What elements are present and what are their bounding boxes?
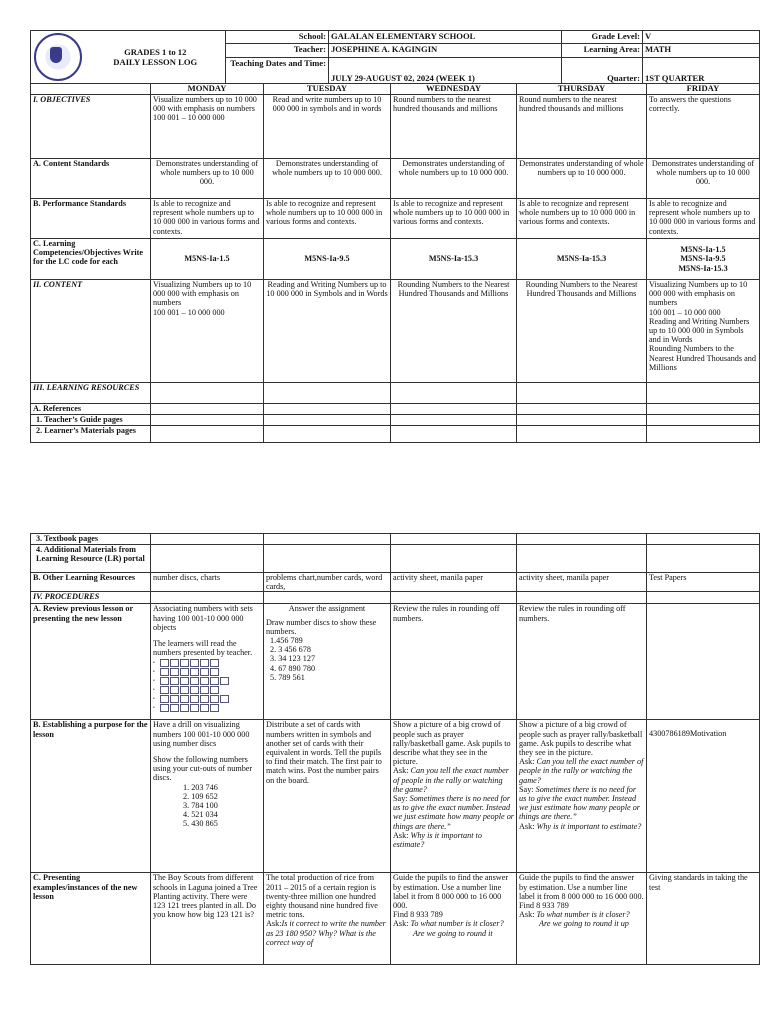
number-disc bbox=[210, 668, 219, 676]
cell-tuesday: M5NS-Ia-9.5 bbox=[264, 239, 391, 280]
purpose-thu-say: Sometimes there is no need for us to give the exact number. Instead we just estimate how many people or things are there.” bbox=[519, 784, 640, 822]
day-thursday: THURSDAY bbox=[517, 84, 647, 95]
cell-tuesday bbox=[264, 534, 391, 545]
cell-tuesday bbox=[264, 404, 391, 415]
school-value: GALALAN ELEMENTARY SCHOOL bbox=[329, 31, 562, 44]
grade-value: V bbox=[643, 31, 760, 44]
area-label: Learning Area: bbox=[562, 44, 643, 57]
cell-thursday bbox=[517, 415, 647, 426]
cell-thursday bbox=[517, 426, 647, 443]
header-table bbox=[30, 30, 760, 84]
number-disc bbox=[180, 659, 189, 667]
number-disc bbox=[170, 659, 179, 667]
number-disc bbox=[170, 677, 179, 685]
number-disc bbox=[170, 695, 179, 703]
review-wednesday: Review the rules in rounding off numbers. bbox=[391, 604, 517, 720]
purpose-mon-list bbox=[153, 783, 261, 829]
row-label: I. OBJECTIVES bbox=[31, 95, 151, 159]
presenting-monday: The Boy Scouts from different schools in Laguna joined a Tree Planting activity. There were 123 121 trees planted in all. Do you know how big 123 121 is? bbox=[151, 873, 264, 965]
cell-monday bbox=[151, 534, 264, 545]
lesson-table-2 bbox=[30, 533, 760, 965]
cell-friday: Demonstrates understanding of whole numbers up to 10 000 000. bbox=[647, 159, 760, 199]
purpose-thu-ask1-label: Ask: bbox=[519, 757, 537, 767]
row-label-review: A. Review previous lesson or presenting the new lesson bbox=[31, 604, 151, 720]
number-disc bbox=[160, 659, 169, 667]
purpose-mon-text1: Have a drill on visualizing numbers 100 001-10 000 000 using number discs bbox=[153, 720, 250, 748]
number-disc bbox=[210, 659, 219, 667]
review-monday bbox=[151, 604, 264, 720]
row-label: 4. Additional Materials from Learning Resource (LR) portal bbox=[31, 545, 151, 573]
number-disc bbox=[220, 695, 229, 703]
list-item: 5. 789 561 bbox=[270, 672, 305, 682]
presenting-row bbox=[31, 873, 760, 965]
lesson-row bbox=[31, 159, 760, 199]
presenting-tue-ask-label: Ask: bbox=[266, 919, 282, 929]
number-disc bbox=[200, 677, 209, 685]
presenting-wed-ask: To what number is it closer? bbox=[410, 919, 504, 929]
review-tuesday bbox=[264, 604, 391, 720]
list-item: 1. 203 746 bbox=[183, 782, 218, 792]
presenting-wed-more: Are we going to round it bbox=[413, 928, 493, 938]
row-label: IV. PROCEDURES bbox=[31, 592, 151, 604]
cell-monday: M5NS-Ia-1.5 bbox=[151, 239, 264, 280]
row-label: C. Learning Competencies/Objectives Write for the LC code for each bbox=[31, 239, 151, 280]
lesson-row bbox=[31, 415, 760, 426]
cell-tuesday bbox=[264, 592, 391, 604]
cell-monday bbox=[151, 404, 264, 415]
cell-wednesday: activity sheet, manila paper bbox=[391, 573, 517, 592]
number-disc bbox=[210, 677, 219, 685]
row-label: 3. Textbook pages bbox=[31, 534, 151, 545]
lesson-table-1 bbox=[30, 83, 760, 443]
list-item: 3. 34 123 127 bbox=[270, 654, 316, 664]
review-row bbox=[31, 604, 760, 720]
review-friday bbox=[647, 604, 760, 720]
lesson-row bbox=[31, 199, 760, 239]
presenting-wednesday bbox=[391, 873, 517, 965]
number-disc bbox=[210, 704, 219, 712]
cell-wednesday bbox=[391, 545, 517, 573]
number-disc bbox=[220, 677, 229, 685]
cell-friday bbox=[647, 534, 760, 545]
purpose-wed-ask2-label: Ask: bbox=[393, 830, 411, 840]
cell-monday bbox=[151, 415, 264, 426]
purpose-mon-text2: Show the following numbers using your cut-outs of number discs. bbox=[153, 755, 253, 783]
purpose-wed-say-label: Say: bbox=[393, 794, 410, 804]
cell-friday bbox=[647, 383, 760, 404]
cell-monday: Is able to recognize and represent whole numbers up to 10 000 000 in various forms and contexts. bbox=[151, 199, 264, 239]
number-disc bbox=[180, 704, 189, 712]
quarter-label: Quarter: bbox=[562, 57, 643, 84]
row-label-presenting: C. Presenting examples/instances of the new lesson bbox=[31, 873, 151, 965]
cell-wednesday bbox=[391, 534, 517, 545]
number-disc bbox=[160, 677, 169, 685]
cell-wednesday bbox=[391, 383, 517, 404]
number-disc bbox=[190, 659, 199, 667]
review-tue-list bbox=[266, 636, 388, 682]
presenting-wed-ask-label: Ask: bbox=[393, 919, 411, 929]
cell-wednesday: M5NS-Ia-15.3 bbox=[391, 239, 517, 280]
cell-friday: Visualizing Numbers up to 10 000 000 with emphasis on numbers 100 001 – 10 000 000 Reading and Writing Numbers up to 10 000 000 in Symbols and in Words Rounding Numbers to the Nearest Hundred Thousands and Millions bbox=[647, 280, 760, 383]
day-friday: FRIDAY bbox=[647, 84, 760, 95]
presenting-friday: Giving standards in taking the test bbox=[647, 873, 760, 965]
cell-thursday bbox=[517, 534, 647, 545]
purpose-thu-say-label: Say: bbox=[519, 784, 536, 794]
number-disc bbox=[190, 668, 199, 676]
cell-friday bbox=[647, 415, 760, 426]
review-mon-text1: Associating numbers with sets having 100 001-10 000 000 objects bbox=[153, 604, 253, 632]
presenting-thu-text: Guide the pupils to find the answer by estimation. Use a number line label it from 8 000 000 to 16 000 000. bbox=[519, 873, 644, 901]
cell-tuesday bbox=[264, 426, 391, 443]
disc-row: • bbox=[153, 686, 261, 694]
cell-wednesday bbox=[391, 404, 517, 415]
presenting-tue-question: Is it correct to write the number as 23 180 950? Why? What is the correct way of bbox=[266, 919, 386, 947]
presenting-thu-more: Are we going to round it up bbox=[539, 919, 629, 929]
presenting-thu-ask: To what number is it closer? bbox=[536, 910, 630, 920]
cell-monday: Demonstrates understanding of whole numbers up to 10 000 000. bbox=[151, 159, 264, 199]
cell-tuesday: Read and write numbers up to 10 000 000 in symbols and in words bbox=[264, 95, 391, 159]
purpose-thu-ask1: Can you tell the exact number of people in the rally or watching the game? bbox=[519, 757, 644, 785]
presenting-wed-text: Guide the pupils to find the answer by estimation. Use a number line label it from 8 000 000 to 16 000 000. bbox=[393, 873, 509, 911]
row-label: 1. Teacher’s Guide pages bbox=[31, 415, 151, 426]
day-monday: MONDAY bbox=[151, 84, 264, 95]
number-discs-illustration bbox=[153, 659, 261, 712]
list-item: 5. 430 865 bbox=[183, 819, 218, 829]
cell-thursday: Rounding Numbers to the Nearest Hundred Thousands and Millions bbox=[517, 280, 647, 383]
list-item: 1.456 789 bbox=[270, 636, 303, 646]
cell-wednesday bbox=[391, 415, 517, 426]
review-tue-intro: Draw number discs to show these numbers. bbox=[266, 617, 377, 636]
list-item: 3. 784 100 bbox=[183, 801, 218, 811]
cell-tuesday: Is able to recognize and represent whole numbers up to 10 000 000 in various forms and contexts. bbox=[264, 199, 391, 239]
list-item: 4. 67 890 780 bbox=[270, 663, 316, 673]
list-item: 2. 3 456 678 bbox=[270, 645, 311, 655]
review-tue-title: Answer the assignment bbox=[288, 604, 366, 614]
cell-tuesday bbox=[264, 383, 391, 404]
presenting-tuesday bbox=[264, 873, 391, 965]
cell-wednesday: Rounding Numbers to the Nearest Hundred Thousands and Millions bbox=[391, 280, 517, 383]
lesson-row bbox=[31, 239, 760, 280]
number-disc bbox=[210, 695, 219, 703]
row-label: B. Performance Standards bbox=[31, 199, 151, 239]
number-disc bbox=[190, 704, 199, 712]
cell-monday bbox=[151, 383, 264, 404]
doc-title bbox=[86, 31, 226, 84]
cell-thursday: Is able to recognize and represent whole numbers up to 10 000 000 in various forms and contexts. bbox=[517, 199, 647, 239]
cell-thursday bbox=[517, 404, 647, 415]
number-disc bbox=[200, 704, 209, 712]
cell-monday bbox=[151, 426, 264, 443]
number-disc bbox=[200, 695, 209, 703]
row-label: A. References bbox=[31, 404, 151, 415]
number-disc bbox=[180, 686, 189, 694]
number-disc bbox=[200, 659, 209, 667]
lesson-row bbox=[31, 95, 760, 159]
number-disc bbox=[210, 686, 219, 694]
row-label: A. Content Standards bbox=[31, 159, 151, 199]
purpose-wed-ask1-label: Ask: bbox=[393, 766, 411, 776]
lesson-row bbox=[31, 280, 760, 383]
number-disc bbox=[170, 704, 179, 712]
lesson-row bbox=[31, 545, 760, 573]
cell-friday: Test Papers bbox=[647, 573, 760, 592]
number-disc bbox=[170, 686, 179, 694]
purpose-thursday bbox=[517, 720, 647, 873]
cell-friday: M5NS-Ia-1.5 M5NS-Ia-9.5 M5NS-Ia-15.3 bbox=[647, 239, 760, 280]
purpose-wed-text: Show a picture of a big crowd of people such as prayer rally/basketball game. Ask pupils to describe what they see in the picture. bbox=[393, 720, 511, 767]
number-disc bbox=[160, 695, 169, 703]
lesson-row bbox=[31, 573, 760, 592]
cell-friday: Is able to recognize and represent whole numbers up to 10 000 000 in various forms and contexts. bbox=[647, 199, 760, 239]
cell-friday bbox=[647, 592, 760, 604]
cell-thursday: Round numbers to the nearest hundred thousands and millions bbox=[517, 95, 647, 159]
cell-thursday bbox=[517, 383, 647, 404]
purpose-thu-text: Show a picture of a big crowd of people such as prayer rally/basketball game. Ask pupils to describe what they see in the picture. bbox=[519, 720, 643, 758]
cell-friday bbox=[647, 545, 760, 573]
cell-friday bbox=[647, 404, 760, 415]
presenting-thu-ask-label: Ask: bbox=[519, 910, 537, 920]
lesson-row bbox=[31, 383, 760, 404]
purpose-thu-ask2: Why is it important to estimate? bbox=[536, 821, 642, 831]
dates-label: Teaching Dates and Time: bbox=[226, 57, 329, 84]
row-label: II. CONTENT bbox=[31, 280, 151, 383]
purpose-thu-ask2-label: Ask: bbox=[519, 821, 537, 831]
number-disc bbox=[160, 704, 169, 712]
number-disc bbox=[180, 668, 189, 676]
presenting-thu-find: Find 8 933 789 bbox=[519, 901, 569, 911]
purpose-monday bbox=[151, 720, 264, 873]
list-item: 4. 521 034 bbox=[183, 810, 218, 820]
cell-friday bbox=[647, 426, 760, 443]
number-disc bbox=[190, 695, 199, 703]
purpose-wed-ask2: Why is it important to estimate? bbox=[393, 830, 482, 850]
cell-thursday bbox=[517, 592, 647, 604]
purpose-wed-ask1: Can you tell the exact number of people in the rally or watching the game? bbox=[393, 766, 509, 794]
disc-row: • bbox=[153, 659, 261, 667]
number-disc bbox=[180, 695, 189, 703]
cell-monday: number discs, charts bbox=[151, 573, 264, 592]
number-disc bbox=[190, 677, 199, 685]
teacher-label: Teacher: bbox=[226, 44, 329, 57]
number-disc bbox=[200, 668, 209, 676]
cell-wednesday: Is able to recognize and represent whole numbers up to 10 000 000 in various forms and contexts. bbox=[391, 199, 517, 239]
dates-value: JULY 29-AUGUST 02, 2024 (WEEK 1) bbox=[329, 57, 562, 84]
cell-wednesday: Round numbers to the nearest hundred thousands and millions bbox=[391, 95, 517, 159]
disc-row: • bbox=[153, 695, 261, 703]
cell-tuesday bbox=[264, 415, 391, 426]
purpose-tuesday: Distribute a set of cards with numbers written in symbols and another set of cards with their equivalent in words. Tell the pupils to find their match. The first pair to match wins. Post the number pairs on the board. bbox=[264, 720, 391, 873]
disc-row: • bbox=[153, 704, 261, 712]
disc-row: • bbox=[153, 668, 261, 676]
cell-monday: Visualize numbers up to 10 000 000 with emphasis on numbers 100 001 – 10 000 000 bbox=[151, 95, 264, 159]
corner-cell bbox=[31, 84, 151, 95]
quarter-value: 1ST QUARTER bbox=[643, 57, 760, 84]
cell-tuesday bbox=[264, 545, 391, 573]
row-label: B. Other Learning Resources bbox=[31, 573, 151, 592]
area-value: MATH bbox=[643, 44, 760, 57]
cell-monday bbox=[151, 545, 264, 573]
presenting-tue-text: The total production of rice from 2011 – 2015 of a certain region is twenty-three million one hundred eighty thousand nine hundred five metric tons. bbox=[266, 873, 378, 920]
row-label: 2. Learner’s Materials pages bbox=[31, 426, 151, 443]
day-tuesday: TUESDAY bbox=[264, 84, 391, 95]
cell-wednesday bbox=[391, 592, 517, 604]
lesson-row bbox=[31, 426, 760, 443]
cell-wednesday bbox=[391, 426, 517, 443]
review-mon-text2: The learners will read the numbers presented by teacher. bbox=[153, 639, 253, 658]
cell-thursday: M5NS-Ia-15.3 bbox=[517, 239, 647, 280]
cell-tuesday: Reading and Writing Numbers up to 10 000 000 in Symbols and in Words bbox=[264, 280, 391, 383]
number-disc bbox=[160, 686, 169, 694]
grade-label: Grade Level: bbox=[562, 31, 643, 44]
school-label: School: bbox=[226, 31, 329, 44]
cell-thursday: Demonstrates understanding of whole numbers up to 10 000 000. bbox=[517, 159, 647, 199]
number-disc bbox=[200, 686, 209, 694]
lesson-row bbox=[31, 404, 760, 415]
presenting-wed-find: Find 8 933 789 bbox=[393, 910, 443, 920]
lesson-row bbox=[31, 534, 760, 545]
purpose-friday: 4300786189Motivation bbox=[647, 720, 760, 873]
row-label: III. LEARNING RESOURCES bbox=[31, 383, 151, 404]
teacher-value: JOSEPHINE A. KAGINGIN bbox=[329, 44, 562, 57]
cell-friday: To answers the questions correctly. bbox=[647, 95, 760, 159]
cell-tuesday: Demonstrates understanding of whole numbers up to 10 000 000. bbox=[264, 159, 391, 199]
number-disc bbox=[190, 686, 199, 694]
purpose-wed-say: Sometimes there is no need for us to give the exact number. Instead we just estimate how many people or things are there.” bbox=[393, 794, 514, 831]
day-wednesday: WEDNESDAY bbox=[391, 84, 517, 95]
list-item: 2. 109 652 bbox=[183, 791, 218, 801]
number-disc bbox=[170, 668, 179, 676]
cell-monday: Visualizing Numbers up to 10 000 000 with emphasis on numbers 100 001 – 10 000 000 bbox=[151, 280, 264, 383]
number-disc bbox=[180, 677, 189, 685]
lesson-row bbox=[31, 592, 760, 604]
cell-wednesday: Demonstrates understanding of whole numbers up to 10 000 000. bbox=[391, 159, 517, 199]
cell-tuesday: problems chart,number cards, word cards, bbox=[264, 573, 391, 592]
doc-title-line1: GRADES 1 to 12 bbox=[124, 47, 187, 57]
cell-monday bbox=[151, 592, 264, 604]
presenting-thursday bbox=[517, 873, 647, 965]
seal-icon bbox=[34, 33, 82, 81]
review-thursday: Review the rules in rounding off numbers. bbox=[517, 604, 647, 720]
purpose-wednesday bbox=[391, 720, 517, 873]
row-label-purpose: B. Establishing a purpose for the lesson bbox=[31, 720, 151, 873]
disc-row: • bbox=[153, 677, 261, 685]
doc-title-line2: DAILY LESSON LOG bbox=[113, 57, 198, 67]
cell-thursday bbox=[517, 545, 647, 573]
number-disc bbox=[160, 668, 169, 676]
purpose-row bbox=[31, 720, 760, 873]
cell-thursday: activity sheet, manila paper bbox=[517, 573, 647, 592]
deped-seal bbox=[31, 31, 86, 84]
